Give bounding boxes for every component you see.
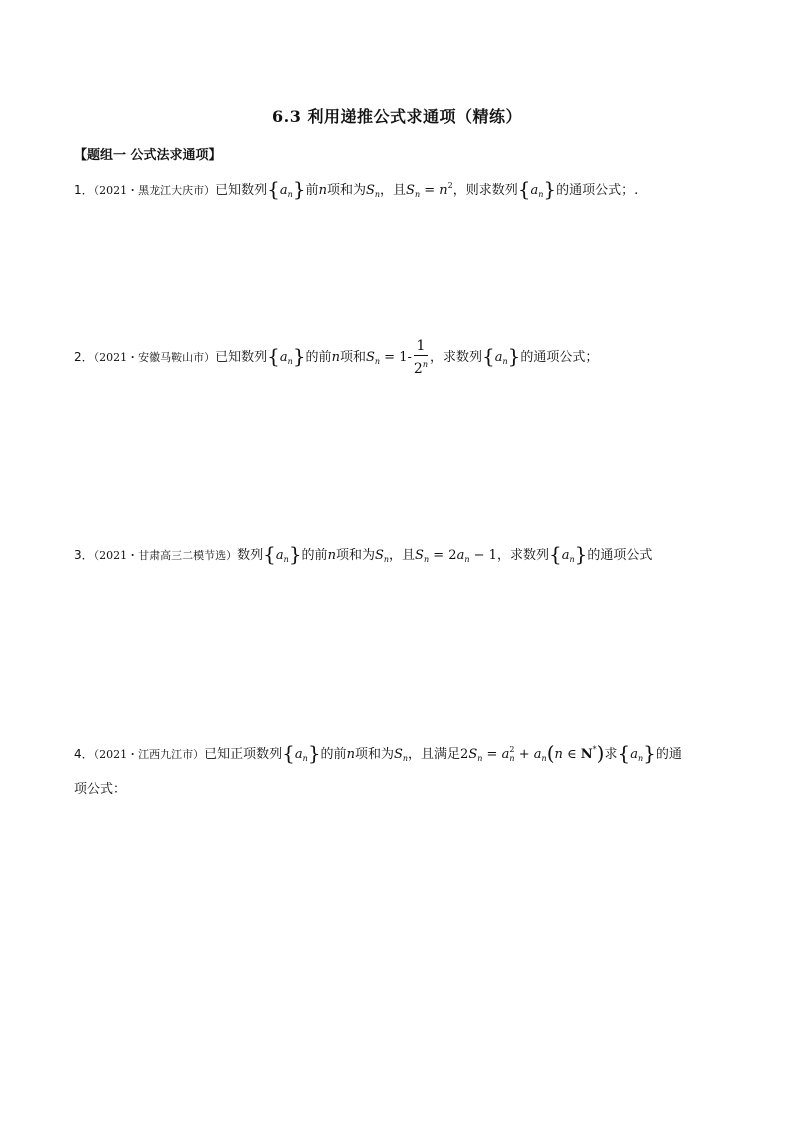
math-a: a (279, 350, 288, 365)
math-sub-n: n (287, 190, 293, 199)
math-S: S (374, 548, 384, 563)
math-sub-n: n (538, 190, 544, 199)
math-minus: − (473, 548, 485, 563)
math-sub-n: n (287, 357, 293, 366)
question-3 (74, 532, 724, 580)
question-text: 已知数列 (215, 183, 268, 198)
question-text: ，求数列 (496, 548, 549, 563)
math-sub-n: n (302, 754, 308, 763)
question-2 (74, 334, 724, 382)
question-source: （2021・安徽马鞍山市） (93, 351, 216, 364)
math-eq: = (433, 548, 445, 563)
question-text: 项和为 (354, 747, 394, 762)
math-a: a (501, 747, 510, 762)
question-source: （2021・黑龙江大庆市） (93, 184, 216, 197)
math-a: a (630, 747, 638, 762)
math-one: 1 (399, 350, 408, 365)
math-sup-2: 2 (509, 745, 515, 754)
math-minus: - (407, 350, 412, 365)
question-text: ，求数列 (429, 350, 482, 365)
math-sub-n: n (383, 555, 390, 564)
math-one: 1 (488, 548, 497, 563)
math-brace: } (288, 542, 302, 566)
math-N: N (580, 747, 593, 762)
math-S: S (468, 747, 478, 762)
question-text: 项和为 (335, 548, 375, 563)
math-sub-n: n (541, 754, 547, 763)
math-sup-star: * (592, 745, 597, 754)
question-text: 数列 (237, 548, 264, 563)
math-brace: { (282, 741, 295, 765)
math-S: S (393, 747, 403, 762)
math-eq: = (424, 183, 436, 198)
math-sup-2: 2 (447, 181, 453, 190)
math-a: a (456, 548, 465, 563)
math-a: a (279, 183, 288, 198)
question-text: 已知数列 (215, 350, 268, 365)
question-source: （2021・甘肃高三二模节选） (93, 549, 238, 562)
math-paren: ( (546, 741, 555, 765)
math-brace: } (292, 344, 306, 368)
math-sub-n: n (402, 754, 409, 763)
math-brace: { (263, 542, 276, 566)
page-title: 6.3 利用递推公式求通项（精练） (272, 107, 522, 126)
math-sub-n: n (283, 555, 289, 564)
math-sub-n: n (374, 357, 381, 366)
math-sub-n: n (569, 555, 575, 564)
math-a: a (494, 350, 503, 365)
math-sub-n: n (414, 190, 421, 199)
math-n: n (327, 548, 336, 563)
math-sub-n: n (638, 754, 644, 763)
question-number: 1． (74, 183, 94, 197)
math-sub-n: n (374, 190, 381, 199)
question-text: ，且 (380, 183, 407, 198)
question-source: （2021・江西九江市） (93, 748, 205, 761)
fraction-numerator: 1 (414, 337, 428, 356)
math-a: a (294, 747, 303, 762)
math-S: S (406, 183, 415, 198)
math-sub-n: n (477, 754, 483, 763)
math-a: a (530, 183, 539, 198)
math-eq: = (486, 747, 498, 762)
question-text: ，则求数列 (452, 183, 518, 198)
math-paren: ) (596, 741, 605, 765)
question-text: 前 (305, 183, 319, 198)
math-fraction (414, 337, 428, 378)
math-S: S (365, 350, 375, 365)
math-sub-n: n (423, 555, 430, 564)
math-n: n (331, 350, 340, 365)
math-brace: } (574, 542, 588, 566)
question-number: 3． (74, 548, 94, 562)
math-brace: { (617, 741, 631, 765)
question-text: 的前 (320, 747, 347, 762)
question-text: ，且 (389, 548, 416, 563)
math-sub-n: n (464, 555, 470, 564)
math-sup-n: n (422, 360, 428, 369)
fraction-denominator: 2$^n$ (413, 360, 428, 377)
math-sub-n: n (509, 754, 515, 763)
math-brace: { (267, 344, 280, 368)
question-1 (74, 166, 724, 215)
question-text: 已知正项数列 (204, 747, 283, 762)
math-brace: { (548, 542, 562, 566)
question-4-continuation: 项公式： (74, 782, 127, 797)
question-text: 项和为 (326, 183, 366, 198)
section-heading: 【题组一 公式法求通项】 (74, 148, 222, 163)
math-n: n (318, 183, 327, 198)
question-text: 求 (604, 747, 618, 762)
math-brace: } (643, 741, 656, 765)
question-text: 的通项公式； (520, 350, 599, 365)
math-plus: + (518, 747, 530, 762)
question-number: 2． (74, 350, 94, 364)
question-number: 4． (74, 747, 94, 761)
math-brace: } (307, 741, 321, 765)
question-text: 的通项公式 (587, 548, 653, 563)
question-text: 的通项公式；. (556, 183, 639, 198)
math-n: n (346, 747, 355, 762)
question-4 (74, 730, 724, 779)
question-text: 的通 (655, 747, 682, 762)
math-n: n (439, 183, 448, 198)
math-a: a (533, 747, 542, 762)
math-S: S (415, 548, 424, 563)
question-text: 的前 (301, 548, 328, 563)
math-brace: { (481, 344, 495, 368)
question-text: 的前 (305, 350, 332, 365)
math-two: 2 (448, 548, 457, 563)
math-n: n (554, 747, 563, 762)
math-in: ∈ (567, 747, 577, 762)
math-eq: = (384, 350, 396, 365)
math-brace: { (267, 177, 280, 201)
math-brace: } (292, 177, 306, 201)
question-text: 项和 (339, 350, 366, 365)
question-text: ，且满足 (408, 747, 461, 762)
math-brace: } (507, 344, 521, 368)
math-two: 2 (460, 747, 469, 762)
math-S: S (365, 183, 375, 198)
math-brace: { (517, 177, 531, 201)
math-a: a (275, 548, 284, 563)
math-sub-n: n (502, 357, 508, 366)
math-brace: } (543, 177, 557, 201)
math-a: a (561, 548, 570, 563)
